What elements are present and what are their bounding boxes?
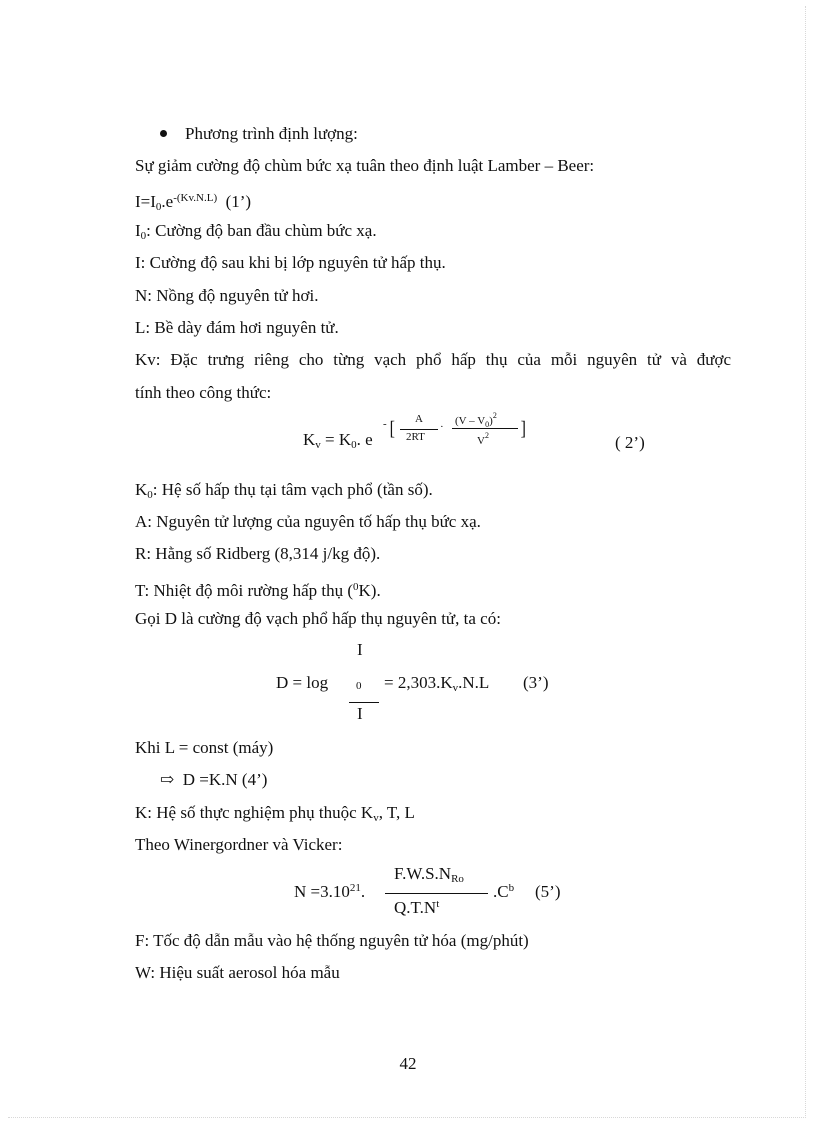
implies-line: ⇨ D =K.N (4’) [160, 770, 268, 789]
def-W: W: Hiệu suất aerosol hóa mẫu [135, 963, 340, 982]
def-K0: $K_0$: Hệ số hấp thụ tại tâm vạch phổ (tần số). [135, 480, 433, 501]
def-I: I: Cường độ sau khi bị lớp nguyên tử hấp thụ. [135, 253, 446, 272]
def-T: T: Nhiệt độ môi rường hấp thụ ($^0$K). [135, 581, 381, 600]
def-Kv-cont: tính theo công thức: [135, 383, 272, 402]
kv-word: thụ [485, 350, 508, 369]
page-number: 42 [399, 1054, 417, 1073]
kv-word: cho [298, 350, 324, 369]
kv-word: Đặc [170, 350, 198, 369]
khi-text: Khi L = const (máy) [135, 738, 274, 757]
bullet-dot [160, 130, 167, 137]
theo-text: Theo Winergordner và Vicker: [135, 835, 343, 854]
kv-word: Kv: [135, 350, 161, 369]
kv-word: tử [647, 350, 661, 369]
def-K: K: Hệ số thực nghiệm phụ thuộc $K_v$, T, L [135, 803, 415, 824]
def-D: Gọi D là cường độ vạch phổ hấp thụ nguyên tử, ta có: [135, 609, 501, 628]
kv-word: trưng [207, 350, 245, 369]
kv-word: từng [333, 350, 365, 369]
def-I0: $I_0$: Cường độ ban đầu chùm bức xạ. [135, 221, 377, 242]
kv-word: được [696, 350, 731, 369]
kv-word: riêng [254, 350, 289, 369]
kv-word: nguyên [587, 350, 638, 369]
def-L: L: Bề dày đám hơi nguyên tử. [135, 318, 339, 337]
equation-1: $I=I_0.e^{-(Kv.N.L)}$ (1’) [135, 192, 252, 213]
kv-word: mỗi [550, 350, 578, 369]
def-Kv [135, 349, 731, 371]
kv-word: và [670, 350, 687, 369]
bullet-heading: Phương trình định lượng: [185, 124, 358, 143]
kv-word: của [517, 350, 541, 369]
implies-arrow-icon: ⇨ [160, 770, 175, 789]
def-N: N: Nồng độ nguyên tử hơi. [135, 286, 319, 305]
kv-word: phổ [416, 350, 442, 369]
kv-word: vạch [374, 350, 407, 369]
def-F: F: Tốc độ dẫn mẫu vào hệ thống nguyên tử hóa (mg/phút) [135, 931, 529, 950]
intro-text: Sự giảm cường độ chùm bức xạ tuân theo định luật Lamber – Beer: [135, 156, 595, 175]
kv-word: hấp [451, 350, 476, 369]
def-A: A: Nguyên tử lượng của nguyên tố hấp thụ bức xạ. [135, 512, 481, 531]
def-R: R: Hằng số Ridberg (8,314 j/kg độ). [135, 544, 381, 563]
